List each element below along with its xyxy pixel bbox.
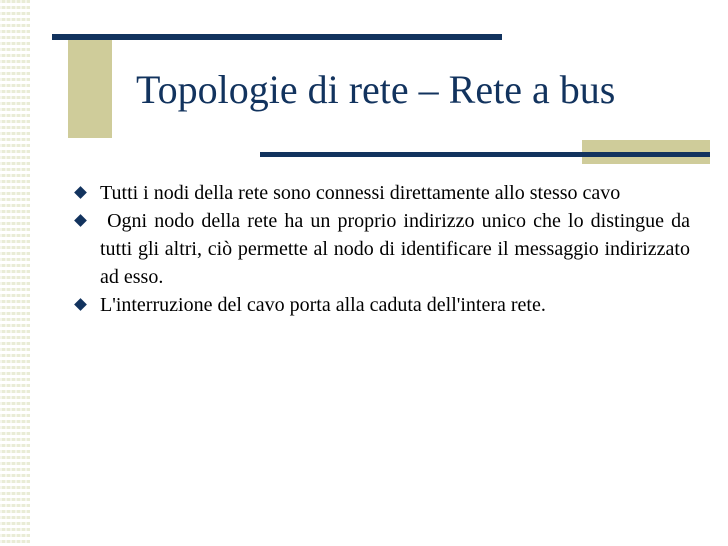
decorative-stripe-band bbox=[0, 0, 30, 546]
bullet-text: Ogni nodo della rete ha un proprio indirizzo unico che lo distingue da tutti gli altri, ciò permette al nodo di identificare il messaggio indirizzato ad esso. bbox=[100, 210, 695, 288]
top-rule bbox=[52, 34, 502, 40]
bottom-rule-overlay bbox=[582, 152, 710, 157]
bullet-item bbox=[74, 291, 690, 319]
bullet-text: Tutti i nodi della rete sono connessi direttamente allo stesso cavo bbox=[100, 182, 621, 204]
diamond-bullet-icon bbox=[74, 186, 87, 199]
bullet-item bbox=[74, 179, 690, 207]
bullet-list bbox=[74, 179, 695, 319]
diamond-bullet-icon bbox=[74, 298, 87, 311]
slide-title: Topologie di rete – Rete a bus bbox=[136, 67, 616, 112]
diamond-bullet-icon bbox=[74, 214, 87, 227]
title-accent-block bbox=[68, 38, 112, 138]
bullet-text: L'interruzione del cavo porta alla caduta dell'intera rete. bbox=[100, 294, 546, 316]
bullet-item bbox=[74, 207, 695, 291]
